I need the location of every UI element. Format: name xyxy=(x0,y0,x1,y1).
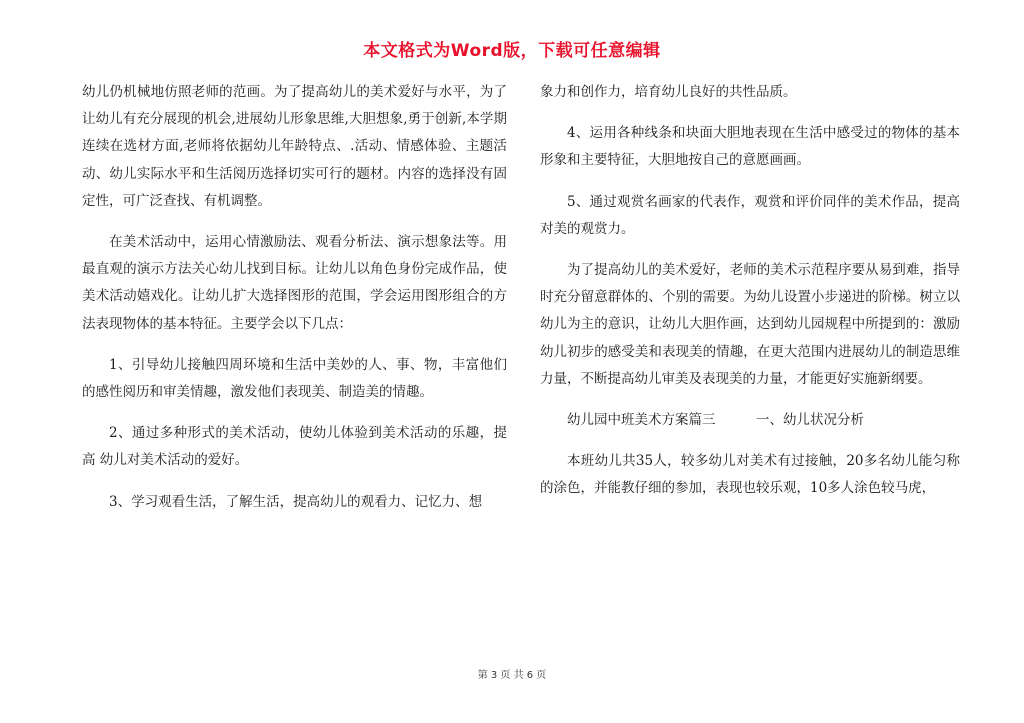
right-paragraph-1: 象力和创作力，培育幼儿良好的共性品质。 xyxy=(540,84,797,100)
right-paragraph-6: 本班幼儿共35人，较多幼儿对美术有过接触，20多名幼儿能匀称的涂色，并能教仔细的参加，表现也较乐观，10多人涂色较马虎， xyxy=(540,453,960,497)
left-paragraph-1: 幼儿仍机械地仿照老师的范画。为了提高幼儿的美术爱好与水平，为了让幼儿有充分展现的机会,进展幼儿形象思维,大胆想象,勇于创新,本学期连续在选材方面,老师将依据幼儿年龄特点、.活动、情感体验、主题活动、幼儿实际水平和生活阅历选择切实可行的题材。内容的选择没有固定性，可广泛查找、有机调整。 xyxy=(82,84,507,209)
left-column xyxy=(82,79,507,516)
word-format-banner: 本文格式为Word版，下载可任意编辑 xyxy=(363,41,661,61)
page-number-footer: 第 3 页 共 6 页 xyxy=(477,670,547,681)
right-paragraph-4: 为了提高幼儿的美术爱好，老师的美术示范程序要从易到难，指导时充分留意群体的、个别的需要。为幼儿设置小步递进的阶梯。树立以幼儿为主的意识，让幼儿大胆作画，达到幼儿园规程中所提到的：激励幼儿初步的感受美和表现美的情趣，在更大范围内进展幼儿的制造思维力量，不断提高幼儿审美及表现美的力量，才能更好实施新纲要。 xyxy=(540,262,960,387)
right-paragraph-2: 4、运用各种线条和块面大胆地表现在生活中感受过的物体的基本形象和主要特征，大胆地按自己的意愿画画。 xyxy=(540,125,960,169)
left-paragraph-4: 2、通过多种形式的美术活动，使幼儿体验到美术活动的乐趣，提高 幼儿对美术活动的爱好。 xyxy=(82,425,507,469)
right-paragraph-3: 5、通过观赏名画家的代表作，观赏和评价同伴的美术作品，提高对美的观赏力。 xyxy=(540,193,960,237)
left-paragraph-5: 3、学习观看生活，了解生活，提高幼儿的观看力、记忆力、想 xyxy=(109,493,483,510)
section-heading: 幼儿园中班美术方案篇三 一、幼儿状况分析 xyxy=(567,412,864,429)
left-paragraph-3: 1、引导幼儿接触四周环境和生活中美妙的人、事、物，丰富他们的感性阅历和审美情趣，激发他们表现美、制造美的情趣。 xyxy=(82,356,507,401)
right-column xyxy=(540,79,960,503)
left-paragraph-2: 在美术活动中，运用心情激励法、观看分析法、演示想象法等。用最直观的演示方法关心幼儿找到目标。让幼儿以角色身份完成作品，使美术活动嬉戏化。让幼儿扩大选择图形的范围，学会运用图形组合的方法表现物体的基本特征。主要学会以下几点： xyxy=(82,234,507,332)
